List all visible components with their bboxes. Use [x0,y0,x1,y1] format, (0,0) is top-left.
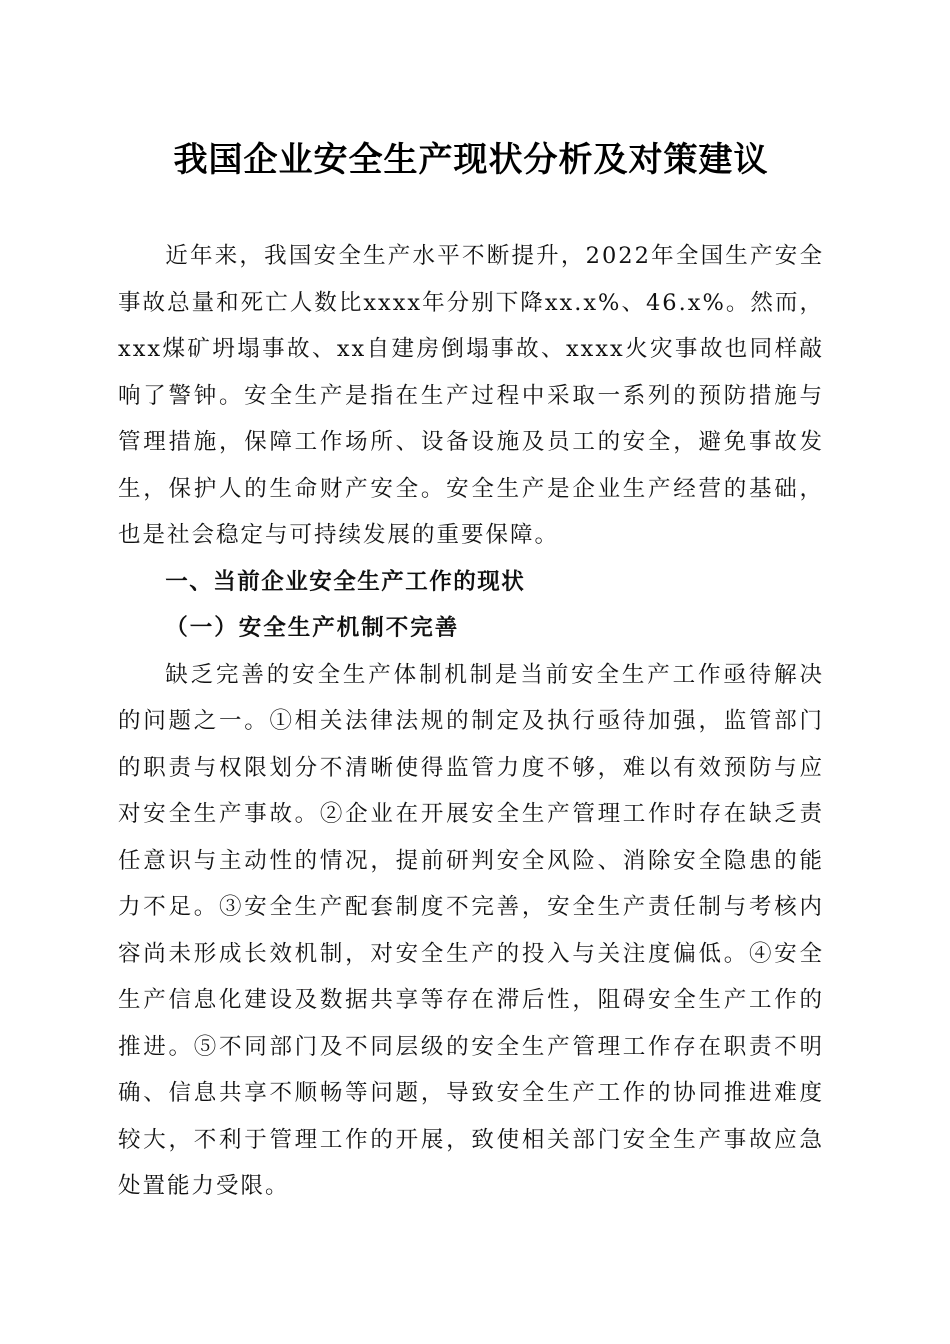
body-paragraph: 缺乏完善的安全生产体制机制是当前安全生产工作亟待解决的问题之一。①相关法律法规的制定及执行亟待加强，监管部门的职责与权限划分不清晰使得监管力度不够，难以有效预防与应对安全生产事故。②企业在开展安全生产管理工作时存在缺乏责任意识与主动性的情况，提前研判安全风险、消除安全隐患的能力不足。③安全生产配套制度不完善，安全生产责任制与考核内容尚未形成长效机制，对安全生产的投入与关注度偏低。④安全生产信息化建设及数据共享等存在滞后性，阻碍安全生产工作的推进。⑤不同部门及不同层级的安全生产管理工作存在职责不明确、信息共享不顺畅等问题，导致安全生产工作的协同推进难度较大，不利于管理工作的开展，致使相关部门安全生产事故应急处置能力受限。 [118,661,824,1199]
document-title: 我国企业安全生产现状分析及对策建议 [173,140,769,180]
subsection-heading: （一）安全生产机制不完善 [165,615,460,641]
section-heading: 一、当前企业安全生产工作的现状 [165,568,526,595]
intro-paragraph: 近年来，我国安全生产水平不断提升，2022年全国生产安全事故总量和死亡人数比xxxx年分别下降xx.x%、46.x%。然而，xxx煤矿坍塌事故、xx自建房倒塌事故、xxxx火灾事故也同样敲响了警钟。安全生产是指在生产过程中采取一系列的预防措施与管理措施，保障工作场所、设备设施及员工的安全，避免事故发生，保护人的生命财产安全。安全生产是企业生产经营的基础，也是社会稳定与可持续发展的重要保障。 [118,243,824,548]
document-body [118,132,824,1210]
